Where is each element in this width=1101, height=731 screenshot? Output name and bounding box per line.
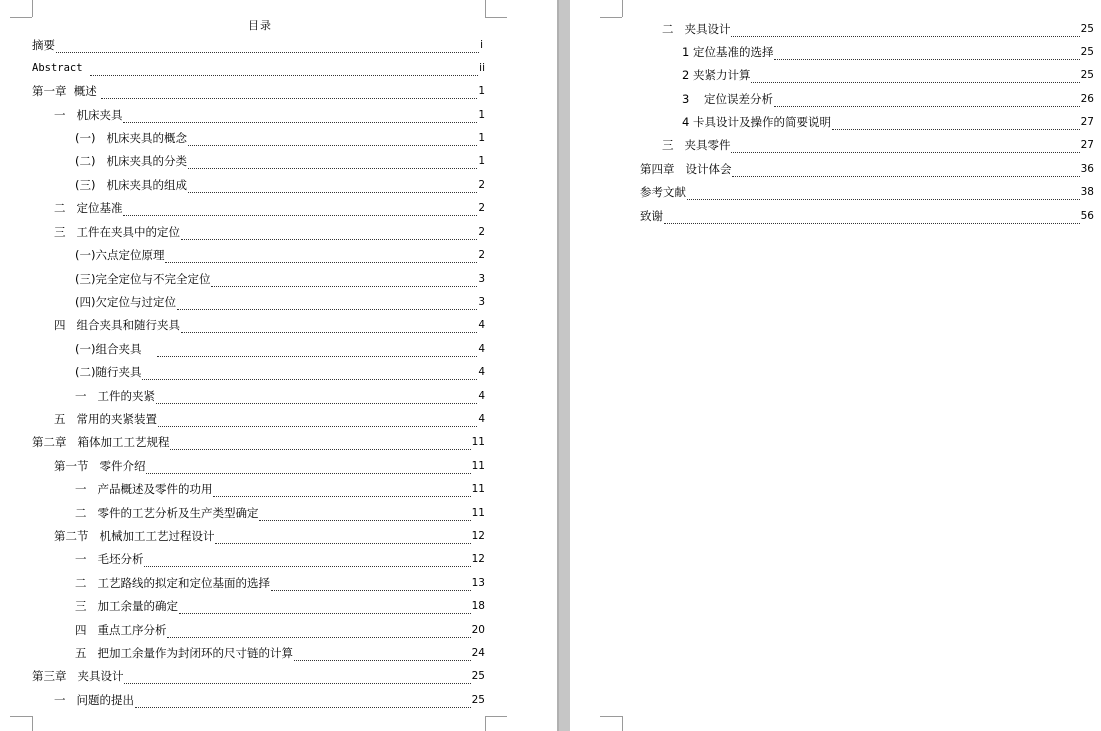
toc-page-number: 26	[1080, 93, 1094, 105]
toc-page-number: 4	[478, 413, 485, 425]
toc-entry[interactable]	[54, 200, 485, 216]
toc-leader	[774, 47, 1079, 60]
toc-entry[interactable]	[640, 184, 1094, 200]
toc-leader	[687, 187, 1080, 200]
toc-leader	[177, 297, 477, 310]
corner-mark-bottom-right-v	[485, 716, 486, 731]
toc-page-number: 2	[478, 179, 485, 191]
toc-page-number: 4	[478, 319, 485, 331]
toc-entry-text: 四 重点工序分析	[75, 623, 167, 637]
toc-entry-text: 五 常用的夹紧装置	[54, 412, 157, 426]
toc-page-number: 20	[471, 624, 485, 636]
toc-entry[interactable]	[682, 67, 1094, 83]
toc-entry-text: 三 夹具零件	[662, 138, 731, 152]
toc-leader	[181, 320, 477, 333]
toc-page-number: 1	[478, 155, 485, 167]
toc-leader	[211, 274, 477, 287]
toc-page-number: 25	[1080, 46, 1094, 58]
toc-page-number: 2	[478, 202, 485, 214]
toc-entry-text: 二 定位基准	[54, 201, 123, 215]
toc-leader	[144, 554, 470, 567]
toc-leader	[832, 117, 1080, 130]
toc-leader	[731, 140, 1079, 153]
toc-entry[interactable]	[75, 575, 485, 591]
corner-mark-top-left	[32, 0, 33, 17]
toc-entry-text: 第四章 设计体会	[640, 162, 732, 176]
toc-entry-text: 2 夹紧力计算	[682, 68, 751, 82]
toc-leader	[271, 578, 471, 591]
toc-entry-text: 一 产品概述及零件的功用	[75, 482, 213, 496]
toc-entry[interactable]	[75, 481, 485, 497]
toc-page-number: 25	[471, 694, 485, 706]
toc-entry[interactable]	[75, 247, 485, 263]
toc-entry[interactable]	[640, 208, 1094, 224]
toc-entry[interactable]	[32, 37, 483, 53]
toc-entry[interactable]	[75, 271, 485, 287]
toc-entry-text: 三 加工余量的确定	[75, 599, 178, 613]
toc-page-number: 13	[471, 577, 485, 589]
toc-leader	[157, 344, 477, 357]
toc-leader	[188, 180, 477, 193]
toc-entry[interactable]	[54, 317, 485, 333]
toc-entry-text: 一 问题的提出	[54, 693, 134, 707]
toc-entry[interactable]	[75, 341, 485, 357]
toc-entry[interactable]	[32, 434, 485, 450]
toc-entry-text: (一) 机床夹具的概念	[75, 131, 187, 145]
toc-entry-text: (三)完全定位与不完全定位	[75, 272, 211, 286]
toc-leader	[170, 437, 470, 450]
toc-entry-text: 第一节 零件介绍	[54, 459, 146, 473]
toc-page-number: 24	[471, 647, 485, 659]
toc-page-number: 1	[478, 132, 485, 144]
toc-entry-text: 第二节 机械加工工艺过程设计	[54, 529, 215, 543]
toc-entry-text: 第一章 概述	[32, 84, 101, 98]
toc-page-number: 11	[471, 436, 485, 448]
toc-entry[interactable]	[682, 44, 1094, 60]
toc-entry-text: 第二章 箱体加工工艺规程	[32, 435, 170, 449]
toc-entry-text: 四 组合夹具和随行夹具	[54, 318, 180, 332]
toc-leader	[123, 110, 477, 123]
toc-page-number: 11	[471, 460, 485, 472]
toc-page-number: 2	[478, 249, 485, 261]
toc-entry[interactable]	[75, 551, 485, 567]
toc-page-number: 2	[478, 226, 485, 238]
toc-entry-text: 1 定位基准的选择	[682, 45, 774, 59]
toc-entry[interactable]	[54, 692, 485, 708]
toc-page-number: 1	[478, 85, 485, 97]
toc-page-number: 18	[471, 600, 485, 612]
toc-page-number: 12	[471, 530, 485, 542]
toc-entry-text: (三) 机床夹具的组成	[75, 178, 187, 192]
toc-entry[interactable]	[75, 153, 485, 169]
toc-entry-text: 二 工艺路线的拟定和定位基面的选择	[75, 576, 270, 590]
toc-leader	[146, 461, 470, 474]
toc-leader	[188, 156, 477, 169]
toc-leader	[167, 625, 470, 638]
toc-page-number: 3	[478, 273, 485, 285]
corner-mark-top-right-h	[485, 17, 507, 18]
toc-leader	[123, 203, 477, 216]
toc-entry-text: 一 工件的夹紧	[75, 389, 155, 403]
page-gap	[557, 0, 570, 731]
toc-page-number: 56	[1080, 210, 1094, 222]
toc-leader	[215, 531, 470, 544]
corner-mark-bottom-left-v	[32, 716, 33, 731]
toc-leader	[135, 695, 471, 708]
toc-entry-text: 一 毛坯分析	[75, 552, 144, 566]
toc-entry-text: 二 零件的工艺分析及生产类型确定	[75, 506, 259, 520]
toc-leader	[142, 367, 477, 380]
toc-page-number: 1	[478, 109, 485, 121]
toc-page-number: 25	[1080, 23, 1094, 35]
toc-page-number: 11	[471, 507, 485, 519]
toc-entry[interactable]	[54, 107, 485, 123]
corner-mark-top-left	[622, 0, 623, 17]
corner-mark-bottom-left	[10, 716, 32, 717]
toc-entry[interactable]	[54, 528, 485, 544]
toc-entry[interactable]	[682, 114, 1094, 130]
toc-leader	[294, 648, 471, 661]
toc-leader	[179, 601, 471, 614]
toc-entry-text: 3 定位误差分析	[682, 92, 773, 106]
document-page-right	[570, 0, 1101, 731]
toc-entry[interactable]	[75, 294, 485, 310]
toc-leader	[751, 70, 1079, 83]
corner-mark-bottom-right	[485, 716, 507, 717]
toc-leader	[90, 63, 478, 76]
toc-page-number: 27	[1080, 116, 1094, 128]
toc-leader	[213, 484, 470, 497]
toc-entry-text: 一 机床夹具	[54, 108, 123, 122]
toc-page-number: 4	[478, 390, 485, 402]
toc-entry[interactable]	[640, 161, 1094, 177]
corner-mark-top-right	[485, 0, 486, 17]
toc-entry-text: Abstract	[32, 62, 89, 74]
corner-mark-bottom-left-v	[622, 716, 623, 731]
toc-entry-text: 第三章 夹具设计	[32, 669, 124, 683]
toc-entry[interactable]	[75, 177, 485, 193]
toc-entry[interactable]	[32, 83, 485, 99]
toc-entry-text: (一)组合夹具	[75, 342, 146, 356]
toc-page-number: 11	[471, 483, 485, 495]
toc-leader	[188, 133, 477, 146]
toc-entry-text: (二)随行夹具	[75, 365, 142, 379]
toc-entry[interactable]	[682, 91, 1094, 107]
toc-entry[interactable]	[32, 668, 485, 684]
toc-leader	[124, 671, 470, 684]
toc-page-number: ii	[479, 62, 485, 74]
toc-entry[interactable]	[75, 130, 485, 146]
toc-entry[interactable]	[75, 388, 485, 404]
toc-entry-text: 致谢	[640, 209, 663, 223]
toc-entry[interactable]	[75, 598, 485, 614]
toc-leader	[101, 86, 477, 99]
toc-page-number: 36	[1080, 163, 1094, 175]
toc-entry[interactable]	[54, 458, 485, 474]
toc-entry-text: 4 卡具设计及操作的简要说明	[682, 115, 831, 129]
toc-page-number: 3	[478, 296, 485, 308]
toc-page-number: 12	[471, 553, 485, 565]
toc-entry-text: (四)欠定位与过定位	[75, 295, 176, 309]
corner-mark-top-left-h	[600, 17, 622, 18]
toc-entry[interactable]	[75, 364, 485, 380]
toc-title: 目录	[248, 19, 272, 32]
toc-leader	[259, 508, 470, 521]
toc-leader	[165, 250, 477, 263]
toc-entry[interactable]	[75, 645, 485, 661]
corner-mark-top-left-h	[10, 17, 32, 18]
toc-page-number: i	[480, 39, 483, 51]
toc-leader	[732, 164, 1079, 177]
toc-leader	[664, 211, 1080, 224]
toc-entry[interactable]	[662, 21, 1094, 37]
toc-leader	[731, 24, 1079, 37]
toc-entry[interactable]	[75, 505, 485, 521]
corner-mark-bottom-left	[600, 716, 622, 717]
toc-entry-text: (二) 机床夹具的分类	[75, 154, 187, 168]
toc-entry[interactable]	[662, 137, 1094, 153]
toc-page-number: 4	[478, 366, 485, 378]
toc-leader	[181, 227, 477, 240]
toc-entry[interactable]	[54, 411, 485, 427]
toc-page-number: 25	[1080, 69, 1094, 81]
toc-leader	[774, 94, 1080, 107]
toc-entry-text: 二 夹具设计	[662, 22, 731, 36]
toc-entry-text: 参考文献	[640, 185, 686, 199]
toc-entry-text: 五 把加工余量作为封闭环的尺寸链的计算	[75, 646, 293, 660]
toc-entry[interactable]	[32, 60, 485, 76]
toc-entry-text: 三 工件在夹具中的定位	[54, 225, 180, 239]
toc-entry-text: (一)六点定位原理	[75, 248, 165, 262]
toc-page-number: 38	[1080, 186, 1094, 198]
toc-entry-text: 摘要	[32, 38, 55, 52]
toc-leader	[158, 414, 477, 427]
toc-page-number: 25	[471, 670, 485, 682]
toc-leader	[56, 40, 479, 53]
toc-entry[interactable]	[75, 622, 485, 638]
toc-leader	[156, 391, 477, 404]
toc-page-number: 4	[478, 343, 485, 355]
toc-entry[interactable]	[54, 224, 485, 240]
toc-page-number: 27	[1080, 139, 1094, 151]
